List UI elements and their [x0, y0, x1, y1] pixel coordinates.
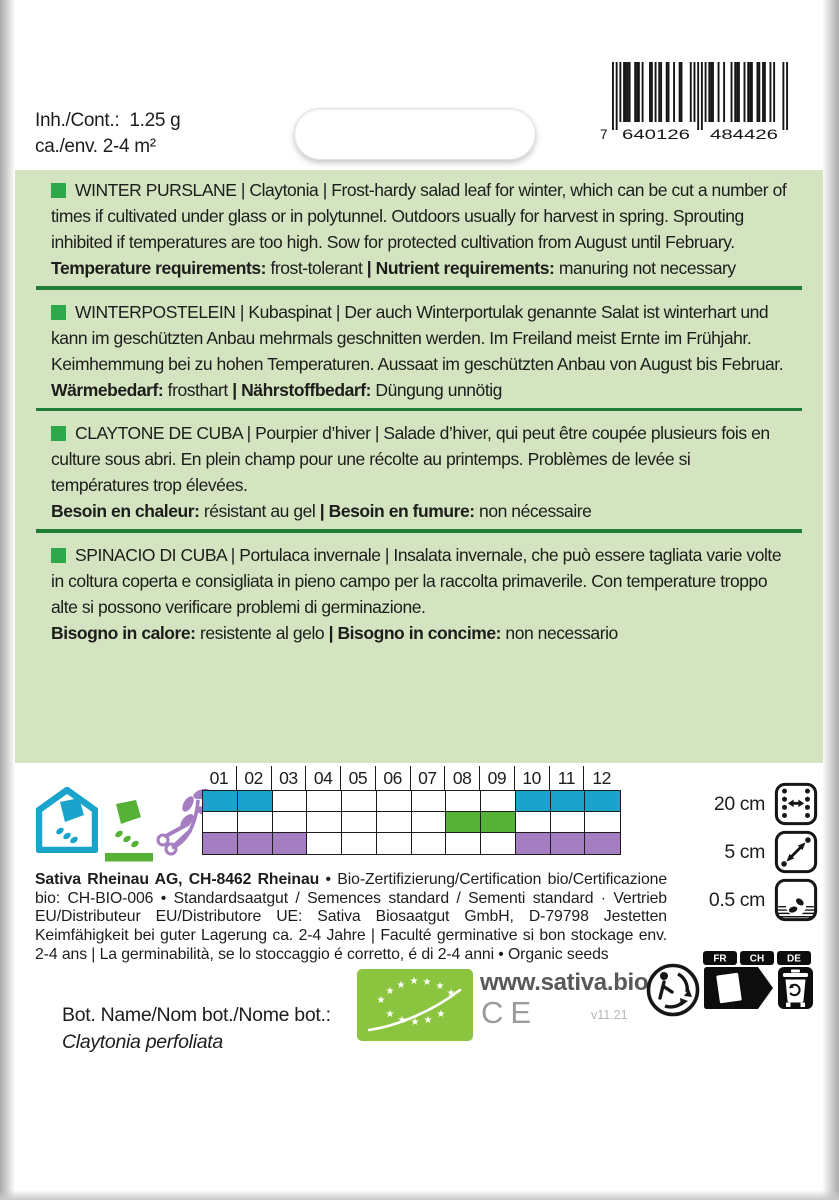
recycle-tab-de: DE: [787, 953, 801, 965]
calendar-cell-sowing-outdoors: [412, 812, 447, 833]
calendar-cell-sowing-under-glass: [307, 791, 342, 812]
lang-block-french: [36, 420, 802, 524]
packet-left-edge: [0, 0, 15, 1200]
calendar-cell-sowing-outdoors: [238, 812, 273, 833]
botanical-name-value: Claytonia perfoliata: [62, 1031, 223, 1053]
plant-spacing: [688, 830, 818, 874]
botanical-name-label: Bot. Name/Nom bot./Nome bot.:: [62, 1004, 331, 1026]
separator-rule: [36, 408, 802, 412]
green-square-bullet-icon: [51, 183, 66, 198]
calendar-cell-sowing-under-glass: [377, 791, 412, 812]
svg-text:★: ★: [435, 981, 445, 992]
calendar-month-label: 01: [202, 766, 237, 790]
description-text-de: WINTERPOSTELEIN | Kubaspinat | Der auch Winterportulak genannte Salat ist winterhart und kann im geschützten Anbau mehrmals geschnitten werden. Im Freiland meist Ernte im Frühjahr. Keimhemmung bei zu hohen Temperaturen. Aussaat im geschützten Anbau von August bis Februar.: [51, 301, 784, 374]
outdoor-sowing-icon: [104, 798, 154, 862]
svg-text:★: ★: [409, 976, 419, 987]
calendar-cell-sowing-under-glass: [446, 791, 481, 812]
calendar-cell-sowing-under-glass: [273, 791, 308, 812]
row-spacing-label: 20 cm: [713, 792, 765, 815]
svg-text:★: ★: [446, 988, 456, 999]
calendar-cell-sowing-under-glass: [342, 791, 377, 812]
website-url: www.sativa.bio: [480, 969, 649, 996]
barcode-icon: [596, 60, 800, 152]
calendar-cell-sowing-under-glass: [412, 791, 447, 812]
svg-text:★: ★: [376, 995, 386, 1006]
svg-text:★: ★: [436, 1009, 446, 1020]
requirements-line-fr: Besoin en chaleur: résistant au gel | Besoin en fumure: non nécessaire: [51, 501, 592, 521]
description-text-fr: CLAYTONE DE CUBA | Pourpier d’hiver | Salade d’hiver, qui peut être coupée plusieurs fois en culture sous abri. En plein champ pour une récolte au printemps. Problèmes de levée si températures trop élevées.: [51, 423, 770, 495]
calendar-cell-sowing-outdoors: [551, 812, 586, 833]
svg-text:★: ★: [422, 977, 432, 988]
calendar-cell-harvest: [585, 833, 620, 854]
calendar-cell-sowing-under-glass: [551, 791, 586, 812]
svg-text:7: 7: [600, 127, 608, 142]
coverage-area: ca./env. 2-4 m²: [35, 136, 156, 157]
calendar-cell-sowing-outdoors: [273, 812, 308, 833]
plant-spacing-label: 5 cm: [724, 840, 765, 863]
eu-organic-logo: [357, 969, 473, 1041]
calendar-cell-harvest: [238, 833, 273, 854]
paper-recycling-badge: [702, 951, 815, 1013]
description-text-en: WINTER PURSLANE | Claytonia | Frost-hardy salad leaf for winter, which can be cut a number of times if cultivated under glass or in polytunnel. Outdoors usually for harvest in spring. Sprouting inhibited if temperatures are too high. Sow for protected cultivation from August until February.: [51, 180, 787, 252]
greenhouse-sowing-icon: [36, 787, 98, 853]
calendar-cell-harvest: [516, 833, 551, 854]
calendar-month-header: [202, 766, 619, 790]
separator-rule: [36, 529, 802, 533]
company-info-text: Sativa Rheinau AG, CH-8462 Rheinau • Bio-Zertifizierung/Certification bio/Certificazione bio: CH-BIO-006 • Standardsaatgut / Semences standard / Sementi standard · Vertrieb EU/Distributeur EU/Distributore UE: Sativa Biosaatgut GmbH, D-79798 Jestetten Keimfähigkeit bei guter Lagerung ca. 2-4 Jahre | Faculté germinative si bon stockage env. 2-4 ans | La germinabilità, se lo stoccaggio é corretto, é di 2-4 anni • Organic seeds: [35, 870, 667, 963]
calendar-cell-sowing-under-glass: [585, 791, 620, 812]
calendar-cell-sowing-under-glass: [203, 791, 238, 812]
lang-block-english: [36, 177, 802, 281]
row-spacing: [688, 782, 818, 826]
calendar-month-label: 04: [306, 766, 341, 790]
requirements-line-de: Wärmebedarf: frosthart | Nährstoffbedarf: Düngung unnötig: [51, 379, 502, 400]
svg-text:★: ★: [423, 1015, 433, 1026]
calendar-cell-harvest: [412, 833, 447, 854]
calendar-cell-harvest: [377, 833, 412, 854]
version-code: v11.21: [591, 1008, 628, 1022]
svg-text:484426: 484426: [710, 127, 778, 142]
svg-text:★: ★: [397, 1015, 407, 1026]
calendar-month-label: 05: [341, 766, 376, 790]
lang-block-german: [36, 299, 802, 403]
requirements-line-en: Temperature requirements: frost-tolerant | Nutrient requirements: manuring not necessary: [51, 258, 736, 278]
calendar-month-label: 11: [550, 766, 585, 790]
calendar-cell-sowing-under-glass: [516, 791, 551, 812]
requirements-line-it: Bisogno in calore: resistente al gelo | Bisogno in concime: non necessario: [51, 622, 618, 643]
calendar-cell-sowing-under-glass: [481, 791, 516, 812]
calendar-month-label: 07: [411, 766, 446, 790]
calendar-cell-sowing-outdoors: [585, 812, 620, 833]
calendar-cell-harvest: [203, 833, 238, 854]
row-spacing-icon: [774, 782, 818, 826]
packet-bottom-edge: [0, 1190, 839, 1200]
calendar-cell-sowing-outdoors: [446, 812, 481, 833]
calendar-month-label: 10: [515, 766, 550, 790]
calendar-cell-harvest: [307, 833, 342, 854]
calendar-cell-harvest: [481, 833, 516, 854]
calendar-cell-sowing-outdoors: [203, 812, 238, 833]
calendar-cell-harvest: [446, 833, 481, 854]
calendar-cell-sowing-under-glass: [238, 791, 273, 812]
calendar-cell-sowing-outdoors: [481, 812, 516, 833]
calendar-cell-harvest: [551, 833, 586, 854]
sowing-depth-icon: [774, 878, 818, 922]
ce-mark: CE: [481, 995, 539, 1030]
calendar-cell-harvest: [273, 833, 308, 854]
svg-text:★: ★: [385, 986, 395, 997]
botanical-name-block: [62, 1002, 331, 1056]
description-text-it: SPINACIO DI CUBA | Portulaca invernale | Insalata invernale, che può essere tagliata varie volte in coltura coperta e consigliata in pieno campo per la raccolta primaverile. Con temperature troppo alte si possono verificare problemi di germinazione.: [51, 544, 782, 617]
triman-recycling-icon: [644, 962, 702, 1018]
plant-spacing-icon: [774, 830, 818, 874]
svg-text:640126: 640126: [622, 127, 690, 142]
green-square-bullet-icon: [51, 305, 66, 320]
calendar-month-label: 06: [376, 766, 411, 790]
separator-rule: [36, 286, 802, 290]
calendar-month-label: 03: [272, 766, 307, 790]
calendar-cell-sowing-outdoors: [307, 812, 342, 833]
calendar-cell-sowing-outdoors: [377, 812, 412, 833]
calendar-month-label: 08: [445, 766, 480, 790]
sowing-depth: [688, 878, 818, 922]
calendar-month-label: 02: [237, 766, 272, 790]
content-amount: Inh./Cont.: 1.25 g: [35, 110, 181, 131]
recycle-tab-ch: CH: [749, 953, 765, 965]
svg-text:★: ★: [410, 1017, 420, 1028]
lang-block-italian: [36, 542, 802, 646]
calendar-cell-sowing-outdoors: [516, 812, 551, 833]
svg-text:★: ★: [385, 1009, 395, 1020]
packet-right-edge: [822, 0, 839, 1200]
calendar-month-label: 09: [480, 766, 515, 790]
calendar-cell-sowing-outdoors: [342, 812, 377, 833]
description-band: [15, 170, 823, 763]
content-info: [35, 108, 180, 160]
calendar-month-label: 12: [592, 767, 611, 788]
green-square-bullet-icon: [51, 426, 66, 441]
calendar-grid: [202, 790, 621, 855]
sowing-depth-label: 0.5 cm: [708, 888, 765, 911]
calendar-cell-harvest: [342, 833, 377, 854]
paper-sheet-icon: [716, 973, 742, 1004]
hang-hole-cutout: [294, 108, 536, 160]
green-square-bullet-icon: [51, 548, 66, 563]
svg-text:★: ★: [396, 980, 406, 991]
recycle-tab-fr: FR: [713, 953, 727, 965]
ean-barcode: [596, 60, 800, 152]
